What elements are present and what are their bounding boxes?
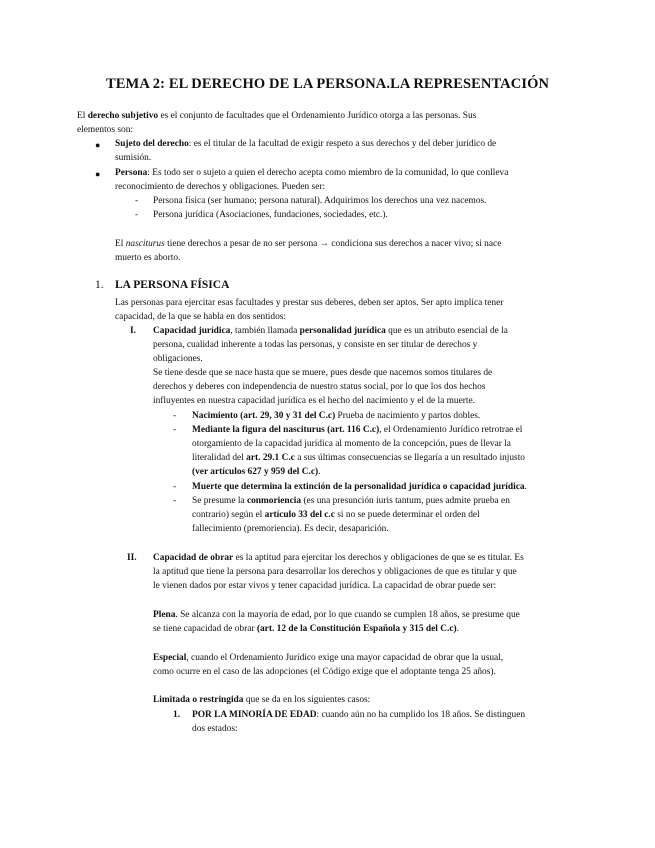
section-intro-line-1: Las personas para ejercitar esas facultades y prestar sus deberes, deben ser aptos. Ser apto implica tener: [115, 298, 504, 308]
dash-nasciturus: Mediante la figura del nasciturus (art. 116 C.c), el Ordenamiento Jurídico retrotrae el: [192, 425, 523, 435]
roman-numeral: II.: [127, 553, 137, 563]
intro-paragraph: El derecho subjetivo es el conjunto de facultades que el Ordenamiento Jurídico otorga a las personas. Sus: [77, 111, 477, 121]
dash-marker: -: [173, 496, 177, 506]
dash-nacimiento: Nacimiento (art. 29, 30 y 31 del C.c) Prueba de nacimiento y partos dobles.: [192, 411, 481, 421]
nasciturus-line-2: muerto es aborto.: [115, 253, 181, 263]
section-intro-line-2: capacidad, de la que se habla en dos sentidos:: [115, 312, 287, 322]
plena-line-2: se tiene capacidad de obrar (art. 12 de la Constitución Española y 315 del C.c).: [153, 624, 459, 634]
cap-juridica-para2-line-3: influyentes en nuestra capacidad jurídica es el hecho del nacimiento y el de la muerte.: [153, 396, 476, 406]
nasciturus-paragraph: El nasciturus tiene derechos a pesar de no ser persona → condiciona sus derechos a nacer vivo; si nace: [115, 239, 502, 249]
dash-conmoriencia-line-2: contrario) según el artículo 33 del c.c si no se puede determinar el orden del: [192, 510, 480, 520]
dash-conmoriencia-line-3: fallecimiento (premoriencia). Es decir, desaparición.: [192, 524, 389, 534]
bullet-sujeto: Sujeto del derecho: es el titular de la facultad de exigir respeto a sus derechos y del deber jurídico de: [115, 139, 497, 149]
cap-obrar-paragraph: Capacidad de obrar es la aptitud para ejercitar los derechos y obligaciones de que se es titular. Es: [153, 553, 524, 563]
intro-term: derecho subjetivo: [87, 111, 159, 121]
list-number: 1.: [173, 710, 181, 720]
cap-obrar-line-2: la aptitud que tiene la persona para desarrollar los derechos y obligaciones de que es titular y que: [153, 567, 517, 577]
dash-marker: -: [135, 196, 139, 206]
section-number: 1.: [95, 279, 104, 291]
dash-marker: -: [173, 482, 177, 492]
page-title: TEMA 2: EL DERECHO DE LA PERSONA.LA REPRESENTACIÓN: [105, 76, 550, 92]
bullet-persona: Persona: Es todo ser o sujeto a quien el derecho acepta como miembro de la comunidad, lo que conlleva: [115, 168, 509, 178]
bullet-persona-line-2: reconocimiento de derechos y obligaciones. Pueden ser:: [115, 182, 326, 192]
dash-nasciturus-line-3: literalidad del art. 29.1 C.c a sus últimas consecuencias se llegaría a un resultado injusto: [192, 453, 525, 463]
cap-obrar-line-3: le vienen dados por estar vivos y tener capacidad jurídica. La capacidad de obrar puede ser:: [153, 581, 497, 591]
bullet-icon: ●: [95, 169, 101, 179]
especial-line-2: como ocurre en el caso de las adopciones (el Código exige que el adoptante tenga 25 años).: [153, 667, 496, 677]
list-item-persona-juridica: Persona jurídica (Asociaciones, fundaciones, sociedades, etc.).: [153, 210, 388, 220]
dash-marker: -: [135, 210, 139, 220]
dash-muerte: Muerte que determina la extinción de la personalidad jurídica o capacidad jurídica.: [192, 482, 527, 492]
list-item-persona-fisica: Persona física (ser humano; persona natural). Adquirimos los derechos una vez nacemos.: [153, 196, 487, 206]
dash-nasciturus-line-4: (ver artículos 627 y 959 del C.c).: [192, 467, 321, 477]
bullet-icon: ●: [95, 140, 101, 150]
cap-juridica-line-3: obligaciones.: [153, 354, 203, 364]
dash-marker: -: [173, 411, 177, 421]
intro-line-2: elementos son:: [77, 125, 133, 135]
minoria-line-2: dos estados:: [192, 724, 238, 734]
limitada-paragraph: Limitada o restringida que se da en los siguientes casos:: [153, 695, 371, 705]
cap-juridica-line-2: persona, cualidad inherente a todas las personas, y consiste en ser titular de derechos y: [153, 340, 478, 350]
cap-juridica-paragraph: Capacidad jurídica, también llamada personalidad jurídica que es un atributo esencial de la: [153, 326, 508, 336]
dash-conmoriencia: Se presume la conmoriencia (es una presunción iuris tantum, pues admite prueba en: [192, 496, 510, 506]
roman-numeral: I.: [130, 326, 136, 336]
especial-paragraph: Especial, cuando el Ordenamiento Jurídico exige una mayor capacidad de obrar que la usual,: [153, 653, 504, 663]
section-heading: LA PERSONA FÍSICA: [115, 279, 230, 291]
cap-juridica-para2-line-2: derechos y deberes con independencia de nuestro status social, por lo que los dos hechos: [153, 382, 486, 392]
minoria-paragraph: POR LA MINORÍA DE EDAD: cuando aún no ha cumplido los 18 años. Se distinguen: [192, 710, 526, 720]
bullet-sujeto-line-2: sumisión.: [115, 153, 152, 163]
plena-paragraph: Plena. Se alcanza con la mayoría de edad, por lo que cuando se cumplen 18 años, se presume que: [153, 610, 520, 620]
cap-juridica-para2-line-1: Se tiene desde que se nace hasta que se muere, pues desde que nacemos somos titulares de: [153, 368, 493, 378]
dash-nasciturus-line-2: otorgamiento de la capacidad jurídica al momento de la concepción, pues de llevar la: [192, 439, 511, 449]
dash-marker: -: [173, 425, 177, 435]
